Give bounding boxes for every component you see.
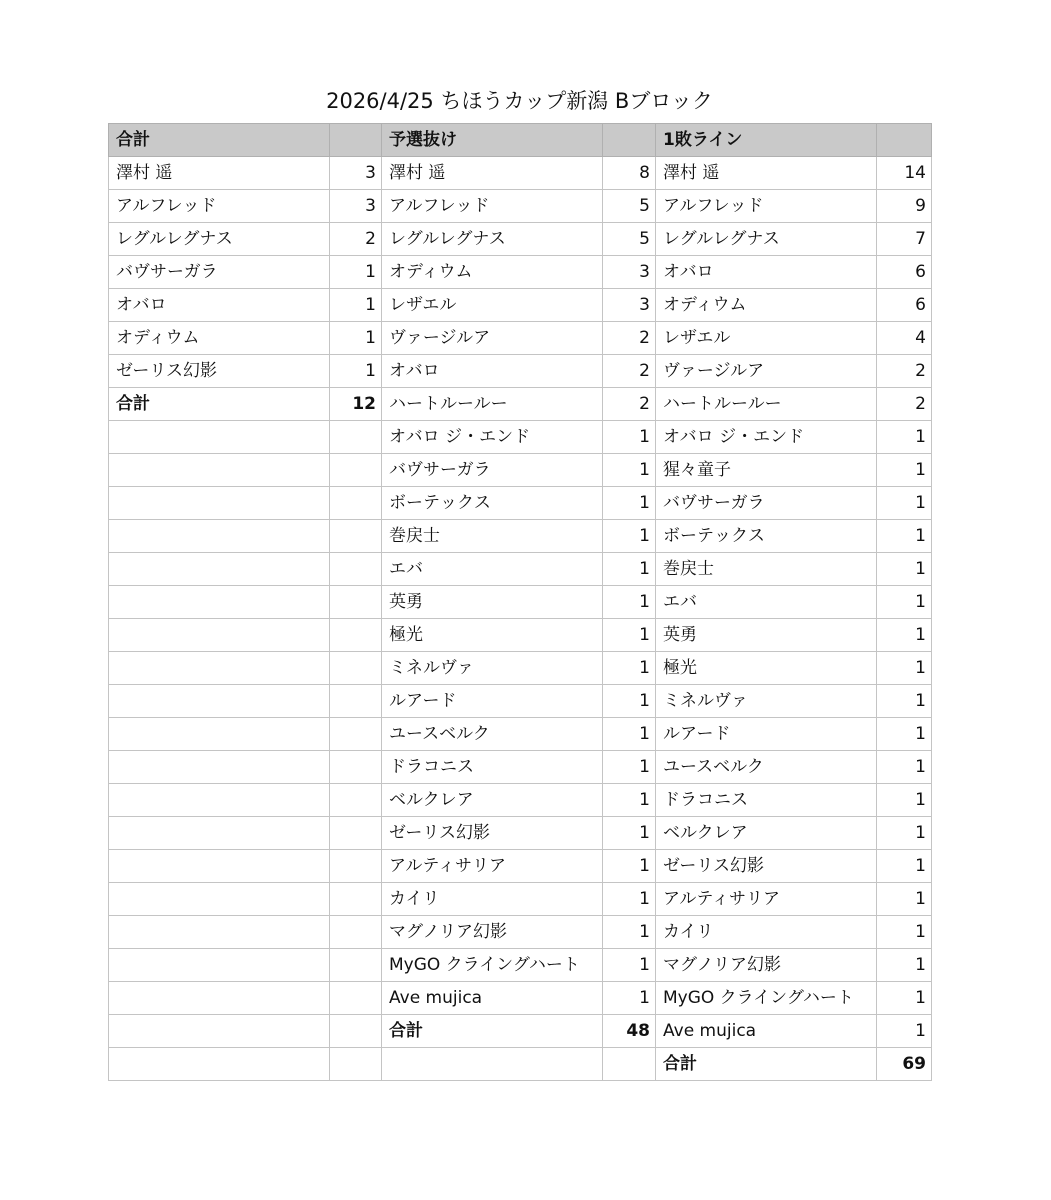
one-loss-deck-name: ルアード (656, 718, 877, 751)
total-empty-cell (330, 586, 382, 619)
total-empty-cell (330, 751, 382, 784)
one-loss-deck-count: 1 (877, 751, 932, 784)
one-loss-deck-name: ユースベルク (656, 751, 877, 784)
table-row (109, 1015, 932, 1048)
table-row (109, 190, 932, 223)
qualified-deck-count: 1 (603, 883, 656, 916)
one-loss-deck-name: エバ (656, 586, 877, 619)
total-empty-cell (109, 652, 330, 685)
qualified-deck-count: 3 (603, 289, 656, 322)
qualified-deck-name: オディウム (382, 256, 603, 289)
header-qualified: 予選抜け (382, 124, 603, 157)
total-empty-cell (109, 454, 330, 487)
total-empty-cell (330, 454, 382, 487)
table-row (109, 520, 932, 553)
header-one-loss: 1敗ライン (656, 124, 877, 157)
table-row (109, 289, 932, 322)
one-loss-deck-count: 2 (877, 388, 932, 421)
qualified-deck-name: ベルクレア (382, 784, 603, 817)
total-deck-name: 澤村 遥 (109, 157, 330, 190)
table-row (109, 949, 932, 982)
total-empty-cell (330, 850, 382, 883)
one-loss-deck-count: 1 (877, 586, 932, 619)
total-empty-cell (330, 1015, 382, 1048)
qualified-deck-count: 2 (603, 355, 656, 388)
one-loss-deck-count: 1 (877, 718, 932, 751)
total-total-label: 合計 (109, 388, 330, 421)
qualified-deck-name: 英勇 (382, 586, 603, 619)
one-loss-deck-count: 1 (877, 553, 932, 586)
one-loss-deck-name: 猩々童子 (656, 454, 877, 487)
one-loss-deck-name: ボーテックス (656, 520, 877, 553)
total-empty-cell (330, 817, 382, 850)
total-empty-cell (330, 619, 382, 652)
one-loss-deck-count: 1 (877, 784, 932, 817)
total-empty-cell (109, 817, 330, 850)
total-empty-cell (109, 1048, 330, 1081)
one-loss-deck-count: 1 (877, 652, 932, 685)
one-loss-total-value: 69 (877, 1048, 932, 1081)
one-loss-deck-count: 1 (877, 487, 932, 520)
qualified-deck-name: オバロ ジ・エンド (382, 421, 603, 454)
one-loss-deck-count: 1 (877, 520, 932, 553)
one-loss-deck-count: 6 (877, 256, 932, 289)
one-loss-deck-count: 7 (877, 223, 932, 256)
one-loss-deck-name: 英勇 (656, 619, 877, 652)
qualified-deck-name: オバロ (382, 355, 603, 388)
table-row (109, 355, 932, 388)
total-deck-count: 3 (330, 190, 382, 223)
one-loss-deck-name: 澤村 遥 (656, 157, 877, 190)
total-empty-cell (109, 718, 330, 751)
total-empty-cell (330, 520, 382, 553)
total-empty-cell (330, 553, 382, 586)
table-row (109, 586, 932, 619)
qualified-empty-cell (382, 1048, 603, 1081)
qualified-deck-count: 8 (603, 157, 656, 190)
qualified-deck-name: レグルレグナス (382, 223, 603, 256)
qualified-deck-name: Ave mujica (382, 982, 603, 1015)
one-loss-deck-name: オバロ ジ・エンド (656, 421, 877, 454)
qualified-deck-count: 1 (603, 850, 656, 883)
qualified-deck-count: 1 (603, 454, 656, 487)
one-loss-deck-name: 巻戻士 (656, 553, 877, 586)
qualified-deck-name: レザエル (382, 289, 603, 322)
header-one-loss-count (877, 124, 932, 157)
table-row (109, 751, 932, 784)
table-row (109, 256, 932, 289)
one-loss-deck-count: 1 (877, 1015, 932, 1048)
table-row (109, 388, 932, 421)
qualified-total-label: 合計 (382, 1015, 603, 1048)
total-deck-count: 1 (330, 322, 382, 355)
total-empty-cell (330, 949, 382, 982)
table-body (109, 157, 932, 1081)
total-empty-cell (330, 421, 382, 454)
total-empty-cell (109, 619, 330, 652)
total-deck-name: アルフレッド (109, 190, 330, 223)
tally-table (108, 123, 932, 1081)
qualified-deck-name: アルティサリア (382, 850, 603, 883)
qualified-deck-name: ルアード (382, 685, 603, 718)
one-loss-deck-name: Ave mujica (656, 1015, 877, 1048)
total-empty-cell (330, 883, 382, 916)
qualified-deck-count: 2 (603, 388, 656, 421)
one-loss-deck-count: 1 (877, 619, 932, 652)
table-row (109, 223, 932, 256)
qualified-deck-count: 5 (603, 223, 656, 256)
table-row (109, 619, 932, 652)
table-row (109, 982, 932, 1015)
one-loss-deck-count: 14 (877, 157, 932, 190)
total-empty-cell (109, 949, 330, 982)
header-qualified-count (603, 124, 656, 157)
qualified-deck-name: ヴァージルア (382, 322, 603, 355)
qualified-deck-count: 1 (603, 718, 656, 751)
qualified-deck-name: MyGO クライングハート (382, 949, 603, 982)
one-loss-total-label: 合計 (656, 1048, 877, 1081)
qualified-deck-name: ユースベルク (382, 718, 603, 751)
total-deck-count: 3 (330, 157, 382, 190)
table-row (109, 685, 932, 718)
table-row (109, 553, 932, 586)
total-empty-cell (109, 487, 330, 520)
one-loss-deck-count: 6 (877, 289, 932, 322)
total-empty-cell (109, 850, 330, 883)
one-loss-deck-name: ハートルールー (656, 388, 877, 421)
total-deck-count: 1 (330, 355, 382, 388)
one-loss-deck-name: ヴァージルア (656, 355, 877, 388)
total-deck-name: オバロ (109, 289, 330, 322)
total-empty-cell (109, 1015, 330, 1048)
table-row (109, 916, 932, 949)
one-loss-deck-name: マグノリア幻影 (656, 949, 877, 982)
qualified-deck-name: ミネルヴァ (382, 652, 603, 685)
total-empty-cell (330, 982, 382, 1015)
qualified-total-value: 48 (603, 1015, 656, 1048)
qualified-deck-name: バヴサーガラ (382, 454, 603, 487)
one-loss-deck-count: 2 (877, 355, 932, 388)
one-loss-deck-name: ゼーリス幻影 (656, 850, 877, 883)
table-row (109, 784, 932, 817)
one-loss-deck-name: レグルレグナス (656, 223, 877, 256)
total-empty-cell (109, 883, 330, 916)
qualified-deck-count: 1 (603, 487, 656, 520)
qualified-empty-cell (603, 1048, 656, 1081)
header-total-count (330, 124, 382, 157)
one-loss-deck-name: アルティサリア (656, 883, 877, 916)
total-empty-cell (109, 751, 330, 784)
qualified-deck-name: ドラコニス (382, 751, 603, 784)
qualified-deck-count: 1 (603, 685, 656, 718)
table-row (109, 157, 932, 190)
qualified-deck-count: 1 (603, 553, 656, 586)
one-loss-deck-count: 1 (877, 916, 932, 949)
table-row (109, 454, 932, 487)
one-loss-deck-count: 4 (877, 322, 932, 355)
total-empty-cell (330, 916, 382, 949)
one-loss-deck-count: 9 (877, 190, 932, 223)
table-row (109, 652, 932, 685)
total-total-value: 12 (330, 388, 382, 421)
qualified-deck-count: 5 (603, 190, 656, 223)
qualified-deck-name: 澤村 遥 (382, 157, 603, 190)
qualified-deck-count: 1 (603, 817, 656, 850)
total-empty-cell (109, 586, 330, 619)
total-deck-name: バヴサーガラ (109, 256, 330, 289)
total-empty-cell (109, 916, 330, 949)
one-loss-deck-count: 1 (877, 685, 932, 718)
one-loss-deck-count: 1 (877, 817, 932, 850)
table-row (109, 487, 932, 520)
qualified-deck-name: ゼーリス幻影 (382, 817, 603, 850)
qualified-deck-name: マグノリア幻影 (382, 916, 603, 949)
qualified-deck-count: 1 (603, 520, 656, 553)
total-deck-count: 1 (330, 256, 382, 289)
qualified-deck-count: 1 (603, 652, 656, 685)
one-loss-deck-count: 1 (877, 982, 932, 1015)
header-total: 合計 (109, 124, 330, 157)
one-loss-deck-name: ミネルヴァ (656, 685, 877, 718)
one-loss-deck-name: ドラコニス (656, 784, 877, 817)
total-empty-cell (330, 1048, 382, 1081)
qualified-deck-name: ハートルールー (382, 388, 603, 421)
one-loss-deck-name: MyGO クライングハート (656, 982, 877, 1015)
one-loss-deck-count: 1 (877, 850, 932, 883)
total-empty-cell (109, 421, 330, 454)
total-empty-cell (109, 553, 330, 586)
qualified-deck-count: 1 (603, 916, 656, 949)
table-row (109, 1048, 932, 1081)
header-row (109, 124, 932, 157)
qualified-deck-count: 1 (603, 751, 656, 784)
table-row (109, 883, 932, 916)
qualified-deck-count: 2 (603, 322, 656, 355)
total-empty-cell (330, 685, 382, 718)
one-loss-deck-count: 1 (877, 949, 932, 982)
qualified-deck-count: 1 (603, 586, 656, 619)
total-deck-name: ゼーリス幻影 (109, 355, 330, 388)
total-deck-name: オディウム (109, 322, 330, 355)
table-row (109, 850, 932, 883)
table-row (109, 322, 932, 355)
one-loss-deck-name: バヴサーガラ (656, 487, 877, 520)
qualified-deck-count: 1 (603, 784, 656, 817)
qualified-deck-name: 巻戻士 (382, 520, 603, 553)
qualified-deck-name: カイリ (382, 883, 603, 916)
one-loss-deck-name: オバロ (656, 256, 877, 289)
total-empty-cell (330, 718, 382, 751)
qualified-deck-count: 1 (603, 619, 656, 652)
qualified-deck-name: アルフレッド (382, 190, 603, 223)
total-deck-count: 2 (330, 223, 382, 256)
qualified-deck-count: 1 (603, 421, 656, 454)
total-empty-cell (330, 652, 382, 685)
qualified-deck-name: エバ (382, 553, 603, 586)
qualified-deck-count: 1 (603, 982, 656, 1015)
one-loss-deck-count: 1 (877, 454, 932, 487)
total-empty-cell (109, 982, 330, 1015)
qualified-deck-count: 1 (603, 949, 656, 982)
qualified-deck-count: 3 (603, 256, 656, 289)
total-empty-cell (109, 784, 330, 817)
total-empty-cell (330, 784, 382, 817)
one-loss-deck-name: 極光 (656, 652, 877, 685)
one-loss-deck-name: オディウム (656, 289, 877, 322)
total-empty-cell (109, 685, 330, 718)
total-empty-cell (109, 520, 330, 553)
table-row (109, 817, 932, 850)
qualified-deck-name: ボーテックス (382, 487, 603, 520)
total-deck-name: レグルレグナス (109, 223, 330, 256)
one-loss-deck-count: 1 (877, 883, 932, 916)
total-deck-count: 1 (330, 289, 382, 322)
qualified-deck-name: 極光 (382, 619, 603, 652)
page-title: 2026/4/25 ちほうカップ新潟 Bブロック (326, 89, 713, 113)
one-loss-deck-name: レザエル (656, 322, 877, 355)
one-loss-deck-name: ベルクレア (656, 817, 877, 850)
table-row (109, 718, 932, 751)
total-empty-cell (330, 487, 382, 520)
one-loss-deck-count: 1 (877, 421, 932, 454)
table-row (109, 421, 932, 454)
one-loss-deck-name: カイリ (656, 916, 877, 949)
one-loss-deck-name: アルフレッド (656, 190, 877, 223)
